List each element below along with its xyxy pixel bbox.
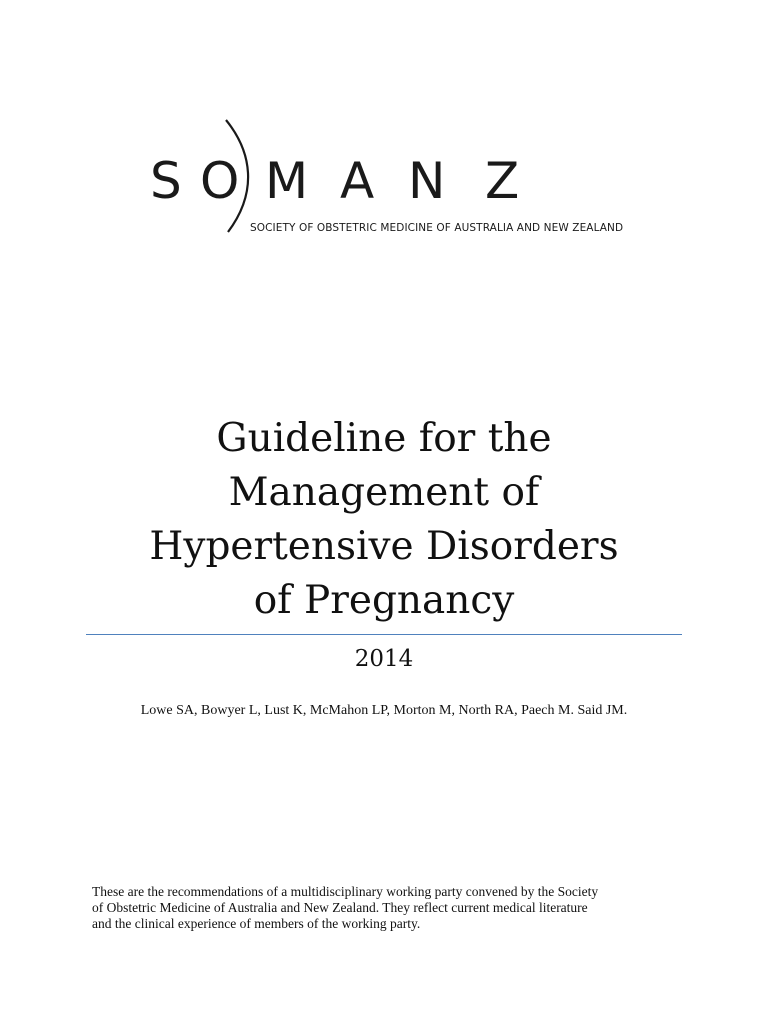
- logo-letter-o: O: [200, 152, 240, 210]
- logo-letter-m: M: [265, 152, 309, 210]
- disclaimer-text: [92, 884, 682, 932]
- title-line: Hypertensive Disorders: [149, 524, 619, 569]
- disclaimer-line: and the clinical experience of members of the working party.: [92, 916, 421, 931]
- title-divider: [86, 634, 682, 635]
- author-list: Lowe SA, Bowyer L, Lust K, McMahon LP, Morton M, North RA, Paech M. Said JM.: [140, 703, 628, 718]
- disclaimer-line: These are the recommendations of a multidisciplinary working party convened by the Society: [92, 884, 599, 899]
- title-line: Guideline for the: [216, 416, 552, 461]
- disclaimer-line: of Obstetric Medicine of Australia and New Zealand. They reflect current medical literature: [92, 900, 588, 915]
- publication-year: 2014: [354, 646, 414, 672]
- logo-letter-a: A: [340, 152, 375, 210]
- somanz-logo: [140, 112, 640, 242]
- logo-letter-s: S: [150, 152, 182, 210]
- title-line: Management of: [228, 470, 540, 515]
- document-title: [0, 412, 768, 628]
- logo-letter-n: N: [408, 152, 446, 210]
- logo-tagline: SOCIETY OF OBSTETRIC MEDICINE OF AUSTRALIA AND NEW ZEALAND: [250, 222, 624, 234]
- title-line: of Pregnancy: [253, 578, 515, 623]
- logo-letter-z: Z: [485, 152, 520, 210]
